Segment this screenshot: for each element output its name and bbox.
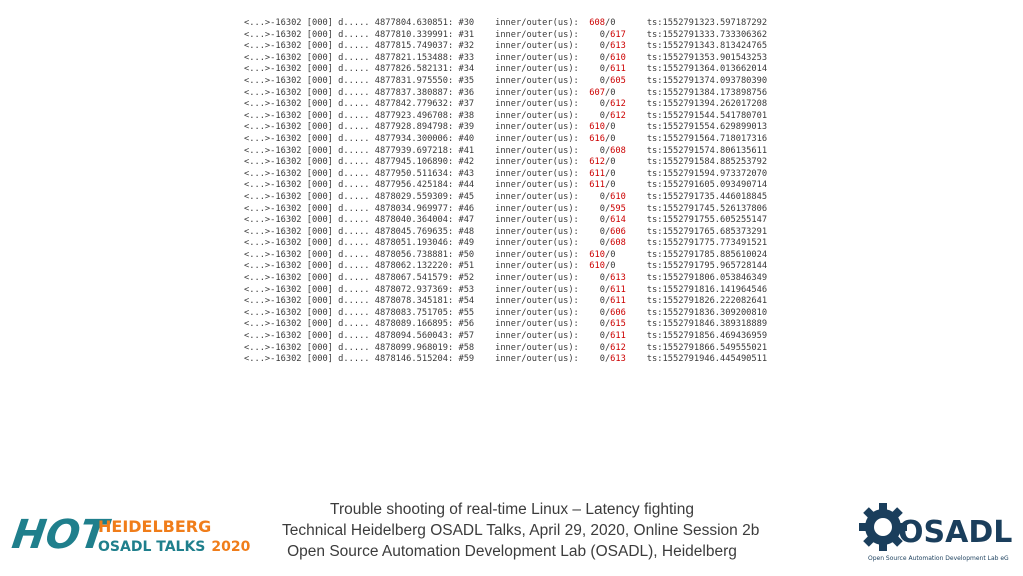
trace-number: #43 bbox=[458, 168, 475, 179]
trace-prefix: <...>-16302 [000] d..... bbox=[244, 99, 370, 110]
trace-outer: 0 bbox=[610, 133, 616, 144]
trace-ts: 1552791594.973372070 bbox=[662, 168, 768, 179]
trace-inner: 0 bbox=[599, 145, 605, 156]
trace-number: #38 bbox=[458, 110, 475, 121]
trace-line: <...>-16302 [000] d..... 4877815.749037: #32 inner/outer(us): 0/613 ts:1552791343.813424765 bbox=[244, 41, 768, 52]
trace-outer: 0 bbox=[610, 180, 616, 191]
trace-line: <...>-16302 [000] d..... 4877934.300006: #40 inner/outer(us): 616/0 ts:1552791564.718017316 bbox=[244, 133, 768, 144]
trace-line: <...>-16302 [000] d..... 4877928.894798: #39 inner/outer(us): 610/0 ts:1552791554.629899013 bbox=[244, 122, 768, 133]
trace-time: 4877831.975550 bbox=[374, 75, 448, 86]
trace-time: 4877945.106890 bbox=[374, 157, 448, 168]
trace-ts-prefix: ts: bbox=[646, 180, 663, 191]
trace-line: <...>-16302 [000] d..... 4877950.511634: #43 inner/outer(us): 611/0 ts:1552791594.973372070 bbox=[244, 168, 768, 179]
trace-prefix: <...>-16302 [000] d..... bbox=[244, 203, 370, 214]
trace-line: <...>-16302 [000] d..... 4877831.975550: #35 inner/outer(us): 0/605 ts:1552791374.093780390 bbox=[244, 75, 768, 86]
trace-outer: 614 bbox=[610, 215, 626, 226]
trace-inner: 0 bbox=[599, 226, 605, 237]
trace-number: #59 bbox=[458, 354, 475, 365]
trace-label: inner/outer(us): bbox=[495, 64, 579, 75]
trace-inner: 0 bbox=[599, 319, 605, 330]
trace-line: <...>-16302 [000] d..... 4878045.769635: #48 inner/outer(us): 0/606 ts:1552791765.685373291 bbox=[244, 226, 768, 237]
osadl-logo-tagline: Open Source Automation Development Lab eG bbox=[868, 555, 1009, 562]
trace-inner: 0 bbox=[599, 354, 605, 365]
trace-inner: 611 bbox=[589, 168, 605, 179]
trace-time: 4878094.560043 bbox=[374, 331, 448, 342]
trace-label: inner/outer(us): bbox=[495, 249, 579, 260]
trace-ts-prefix: ts: bbox=[646, 122, 663, 133]
trace-ts-prefix: ts: bbox=[646, 18, 663, 28]
trace-time: 4877810.339991 bbox=[374, 29, 448, 40]
trace-inner: 0 bbox=[599, 64, 605, 75]
trace-ts: 1552791323.597187292 bbox=[662, 18, 768, 28]
trace-prefix: <...>-16302 [000] d..... bbox=[244, 180, 370, 191]
trace-outer: 0 bbox=[610, 18, 616, 28]
trace-label: inner/outer(us): bbox=[495, 168, 579, 179]
trace-outer: 595 bbox=[610, 203, 626, 214]
trace-outer: 0 bbox=[610, 157, 616, 168]
trace-inner: 0 bbox=[599, 284, 605, 295]
trace-number: #57 bbox=[458, 331, 475, 342]
trace-number: #56 bbox=[458, 319, 475, 330]
trace-time: 4877815.749037 bbox=[374, 41, 448, 52]
trace-time: 4878099.968019 bbox=[374, 342, 448, 353]
trace-time: 4877821.153488 bbox=[374, 52, 448, 63]
trace-ts-prefix: ts: bbox=[646, 133, 663, 144]
trace-inner: 0 bbox=[599, 273, 605, 284]
trace-inner: 0 bbox=[599, 215, 605, 226]
trace-number: #46 bbox=[458, 203, 475, 214]
trace-prefix: <...>-16302 [000] d..... bbox=[244, 157, 370, 168]
trace-ts-prefix: ts: bbox=[646, 145, 663, 156]
trace-number: #45 bbox=[458, 191, 475, 202]
trace-line: <...>-16302 [000] d..... 4877945.106890: #42 inner/outer(us): 612/0 ts:1552791584.885253792 bbox=[244, 157, 768, 168]
trace-outer: 0 bbox=[610, 122, 616, 133]
trace-label: inner/outer(us): bbox=[495, 342, 579, 353]
trace-ts-prefix: ts: bbox=[646, 342, 663, 353]
trace-number: #41 bbox=[458, 145, 475, 156]
trace-label: inner/outer(us): bbox=[495, 99, 579, 110]
trace-line: <...>-16302 [000] d..... 4878072.937369: #53 inner/outer(us): 0/611 ts:1552791816.141964546 bbox=[244, 284, 768, 295]
trace-prefix: <...>-16302 [000] d..... bbox=[244, 319, 370, 330]
trace-number: #31 bbox=[458, 29, 475, 40]
trace-inner: 0 bbox=[599, 99, 605, 110]
trace-ts-prefix: ts: bbox=[646, 168, 663, 179]
trace-inner: 610 bbox=[589, 261, 605, 272]
trace-log bbox=[244, 18, 767, 366]
trace-time: 4878034.969977 bbox=[374, 203, 448, 214]
trace-ts-prefix: ts: bbox=[646, 354, 663, 365]
trace-label: inner/outer(us): bbox=[495, 157, 579, 168]
trace-ts: 1552791946.445490511 bbox=[662, 354, 768, 365]
trace-outer: 612 bbox=[610, 110, 626, 121]
trace-line: <...>-16302 [000] d..... 4877810.339991: #31 inner/outer(us): 0/617 ts:1552791333.733306362 bbox=[244, 29, 768, 40]
trace-prefix: <...>-16302 [000] d..... bbox=[244, 64, 370, 75]
trace-ts: 1552791374.093780390 bbox=[662, 75, 768, 86]
trace-ts: 1552791574.806135611 bbox=[662, 145, 768, 156]
trace-outer: 612 bbox=[610, 342, 626, 353]
hot-logo-osadl-talks: OSADL TALKS bbox=[98, 539, 206, 555]
trace-prefix: <...>-16302 [000] d..... bbox=[244, 110, 370, 121]
trace-label: inner/outer(us): bbox=[495, 238, 579, 249]
trace-label: inner/outer(us): bbox=[495, 145, 579, 156]
trace-prefix: <...>-16302 [000] d..... bbox=[244, 145, 370, 156]
trace-label: inner/outer(us): bbox=[495, 18, 579, 28]
trace-inner: 0 bbox=[599, 110, 605, 121]
hot-heidelberg-logo bbox=[9, 510, 251, 558]
trace-inner: 0 bbox=[599, 307, 605, 318]
trace-number: #47 bbox=[458, 215, 475, 226]
trace-ts: 1552791745.526137806 bbox=[662, 203, 768, 214]
trace-time: 4878089.166895 bbox=[374, 319, 448, 330]
trace-outer: 615 bbox=[610, 319, 626, 330]
trace-prefix: <...>-16302 [000] d..... bbox=[244, 41, 370, 52]
trace-line: <...>-16302 [000] d..... 4878029.559309: #45 inner/outer(us): 0/610 ts:1552791735.446018845 bbox=[244, 191, 768, 202]
trace-inner: 616 bbox=[589, 133, 605, 144]
trace-ts: 1552791836.309200810 bbox=[662, 307, 768, 318]
osadl-logo bbox=[862, 496, 1012, 564]
trace-ts: 1552791364.013662014 bbox=[662, 64, 768, 75]
trace-ts-prefix: ts: bbox=[646, 191, 663, 202]
trace-inner: 0 bbox=[599, 52, 605, 63]
hot-logo-talks bbox=[98, 539, 251, 555]
trace-ts-prefix: ts: bbox=[646, 215, 663, 226]
trace-prefix: <...>-16302 [000] d..... bbox=[244, 249, 370, 260]
trace-outer: 606 bbox=[610, 307, 626, 318]
trace-ts-prefix: ts: bbox=[646, 99, 663, 110]
trace-time: 4877837.380887 bbox=[374, 87, 448, 98]
trace-prefix: <...>-16302 [000] d..... bbox=[244, 133, 370, 144]
trace-label: inner/outer(us): bbox=[495, 319, 579, 330]
trace-ts-prefix: ts: bbox=[646, 41, 663, 52]
trace-prefix: <...>-16302 [000] d..... bbox=[244, 75, 370, 86]
trace-ts: 1552791846.389318889 bbox=[662, 319, 768, 330]
trace-label: inner/outer(us): bbox=[495, 110, 579, 121]
trace-line: <...>-16302 [000] d..... 4878040.364004: #47 inner/outer(us): 0/614 ts:1552791755.605255147 bbox=[244, 215, 768, 226]
trace-label: inner/outer(us): bbox=[495, 203, 579, 214]
trace-number: #39 bbox=[458, 122, 475, 133]
trace-prefix: <...>-16302 [000] d..... bbox=[244, 354, 370, 365]
trace-outer: 0 bbox=[610, 87, 616, 98]
trace-inner: 0 bbox=[599, 238, 605, 249]
trace-ts: 1552791856.469436959 bbox=[662, 331, 768, 342]
hot-logo-mark: HOT bbox=[9, 512, 111, 558]
trace-ts-prefix: ts: bbox=[646, 157, 663, 168]
trace-number: #51 bbox=[458, 261, 475, 272]
trace-prefix: <...>-16302 [000] d..... bbox=[244, 122, 370, 133]
trace-prefix: <...>-16302 [000] d..... bbox=[244, 168, 370, 179]
trace-line: <...>-16302 [000] d..... 4878056.738881: #50 inner/outer(us): 610/0 ts:1552791785.885610024 bbox=[244, 249, 768, 260]
trace-ts-prefix: ts: bbox=[646, 226, 663, 237]
trace-ts-prefix: ts: bbox=[646, 52, 663, 63]
trace-time: 4878146.515204 bbox=[374, 354, 448, 365]
trace-line: <...>-16302 [000] d..... 4877939.697218: #41 inner/outer(us): 0/608 ts:1552791574.806135611 bbox=[244, 145, 768, 156]
trace-ts: 1552791826.222082641 bbox=[662, 296, 768, 307]
trace-ts: 1552791544.541780701 bbox=[662, 110, 768, 121]
trace-line: <...>-16302 [000] d..... 4877804.630851: #30 inner/outer(us): 608/0 ts:1552791323.597187292 bbox=[244, 18, 768, 28]
trace-number: #54 bbox=[458, 296, 475, 307]
trace-ts-prefix: ts: bbox=[646, 29, 663, 40]
trace-label: inner/outer(us): bbox=[495, 354, 579, 365]
trace-inner: 612 bbox=[589, 157, 605, 168]
trace-ts-prefix: ts: bbox=[646, 261, 663, 272]
trace-ts: 1552791785.885610024 bbox=[662, 249, 768, 260]
trace-ts: 1552791735.446018845 bbox=[662, 191, 768, 202]
trace-ts-prefix: ts: bbox=[646, 203, 663, 214]
trace-ts-prefix: ts: bbox=[646, 75, 663, 86]
footer-line-title: Trouble shooting of real-time Linux – Latency fighting bbox=[330, 501, 694, 518]
trace-prefix: <...>-16302 [000] d..... bbox=[244, 226, 370, 237]
trace-time: 4878062.132220 bbox=[374, 261, 448, 272]
trace-line: <...>-16302 [000] d..... 4877956.425184: #44 inner/outer(us): 611/0 ts:1552791605.093490714 bbox=[244, 180, 768, 191]
osadl-logo-name: OSADL bbox=[898, 515, 1013, 550]
trace-outer: 611 bbox=[610, 64, 626, 75]
trace-number: #40 bbox=[458, 133, 475, 144]
trace-line: <...>-16302 [000] d..... 4877923.496708: #38 inner/outer(us): 0/612 ts:1552791544.541780701 bbox=[244, 110, 768, 121]
trace-inner: 0 bbox=[599, 203, 605, 214]
trace-label: inner/outer(us): bbox=[495, 226, 579, 237]
trace-outer: 613 bbox=[610, 354, 626, 365]
trace-time: 4878056.738881 bbox=[374, 249, 448, 260]
trace-outer: 611 bbox=[610, 284, 626, 295]
trace-time: 4878083.751705 bbox=[374, 307, 448, 318]
trace-label: inner/outer(us): bbox=[495, 296, 579, 307]
trace-inner: 610 bbox=[589, 249, 605, 260]
trace-line: <...>-16302 [000] d..... 4878078.345181: #54 inner/outer(us): 0/611 ts:1552791826.222082641 bbox=[244, 296, 768, 307]
trace-number: #30 bbox=[458, 18, 475, 28]
trace-prefix: <...>-16302 [000] d..... bbox=[244, 342, 370, 353]
trace-time: 4877923.496708 bbox=[374, 110, 448, 121]
trace-number: #36 bbox=[458, 87, 475, 98]
trace-ts-prefix: ts: bbox=[646, 87, 663, 98]
trace-inner: 611 bbox=[589, 180, 605, 191]
trace-number: #42 bbox=[458, 157, 475, 168]
trace-ts: 1552791584.885253792 bbox=[662, 157, 768, 168]
trace-inner: 0 bbox=[599, 342, 605, 353]
trace-prefix: <...>-16302 [000] d..... bbox=[244, 52, 370, 63]
trace-ts-prefix: ts: bbox=[646, 273, 663, 284]
trace-label: inner/outer(us): bbox=[495, 215, 579, 226]
trace-label: inner/outer(us): bbox=[495, 41, 579, 52]
trace-ts: 1552791353.901543253 bbox=[662, 52, 768, 63]
trace-prefix: <...>-16302 [000] d..... bbox=[244, 307, 370, 318]
trace-ts-prefix: ts: bbox=[646, 238, 663, 249]
trace-time: 4877842.779632 bbox=[374, 99, 448, 110]
trace-outer: 610 bbox=[610, 52, 626, 63]
trace-label: inner/outer(us): bbox=[495, 52, 579, 63]
trace-ts-prefix: ts: bbox=[646, 307, 663, 318]
trace-line: <...>-16302 [000] d..... 4878089.166895: #56 inner/outer(us): 0/615 ts:1552791846.389318889 bbox=[244, 319, 768, 330]
trace-ts-prefix: ts: bbox=[646, 284, 663, 295]
trace-outer: 606 bbox=[610, 226, 626, 237]
trace-ts: 1552791806.053846349 bbox=[662, 273, 768, 284]
trace-outer: 0 bbox=[610, 168, 616, 179]
trace-line: <...>-16302 [000] d..... 4878094.560043: #57 inner/outer(us): 0/611 ts:1552791856.469436959 bbox=[244, 331, 768, 342]
trace-outer: 617 bbox=[610, 29, 626, 40]
trace-time: 4878067.541579 bbox=[374, 273, 448, 284]
trace-label: inner/outer(us): bbox=[495, 87, 579, 98]
trace-line: <...>-16302 [000] d..... 4878146.515204: #59 inner/outer(us): 0/613 ts:1552791946.445490511 bbox=[244, 354, 768, 365]
trace-number: #35 bbox=[458, 75, 475, 86]
trace-number: #49 bbox=[458, 238, 475, 249]
trace-prefix: <...>-16302 [000] d..... bbox=[244, 238, 370, 249]
trace-inner: 0 bbox=[599, 75, 605, 86]
trace-label: inner/outer(us): bbox=[495, 261, 579, 272]
trace-line: <...>-16302 [000] d..... 4877837.380887: #36 inner/outer(us): 607/0 ts:1552791384.173898756 bbox=[244, 87, 768, 98]
trace-number: #53 bbox=[458, 284, 475, 295]
trace-ts-prefix: ts: bbox=[646, 331, 663, 342]
trace-number: #48 bbox=[458, 226, 475, 237]
trace-number: #32 bbox=[458, 41, 475, 52]
trace-line: <...>-16302 [000] d..... 4878067.541579: #52 inner/outer(us): 0/613 ts:1552791806.053846349 bbox=[244, 273, 768, 284]
trace-outer: 613 bbox=[610, 273, 626, 284]
hot-logo-heidelberg: HEIDELBERG bbox=[98, 517, 212, 536]
trace-line: <...>-16302 [000] d..... 4878083.751705: #55 inner/outer(us): 0/606 ts:1552791836.309200810 bbox=[244, 307, 768, 318]
trace-label: inner/outer(us): bbox=[495, 273, 579, 284]
trace-prefix: <...>-16302 [000] d..... bbox=[244, 29, 370, 40]
trace-number: #34 bbox=[458, 64, 475, 75]
trace-time: 4877956.425184 bbox=[374, 180, 448, 191]
trace-outer: 0 bbox=[610, 249, 616, 260]
trace-outer: 608 bbox=[610, 238, 626, 249]
trace-outer: 608 bbox=[610, 145, 626, 156]
trace-label: inner/outer(us): bbox=[495, 75, 579, 86]
trace-inner: 610 bbox=[589, 122, 605, 133]
trace-outer: 610 bbox=[610, 191, 626, 202]
trace-inner: 0 bbox=[599, 29, 605, 40]
trace-inner: 0 bbox=[599, 191, 605, 202]
trace-ts-prefix: ts: bbox=[646, 319, 663, 330]
trace-number: #55 bbox=[458, 307, 475, 318]
trace-line: <...>-16302 [000] d..... 4878051.193046: #49 inner/outer(us): 0/608 ts:1552791775.773491521 bbox=[244, 238, 768, 249]
footer-line-org: Open Source Automation Development Lab (OSADL), Heidelberg bbox=[287, 543, 737, 560]
trace-line: <...>-16302 [000] d..... 4878099.968019: #58 inner/outer(us): 0/612 ts:1552791866.549555021 bbox=[244, 342, 768, 353]
footer-caption bbox=[282, 499, 760, 562]
trace-outer: 0 bbox=[610, 261, 616, 272]
trace-ts: 1552791795.965728144 bbox=[662, 261, 768, 272]
trace-prefix: <...>-16302 [000] d..... bbox=[244, 284, 370, 295]
trace-ts: 1552791554.629899013 bbox=[662, 122, 768, 133]
trace-time: 4877826.582131 bbox=[374, 64, 448, 75]
trace-time: 4878029.559309 bbox=[374, 191, 448, 202]
trace-time: 4877950.511634 bbox=[374, 168, 448, 179]
trace-line: <...>-16302 [000] d..... 4877826.582131: #34 inner/outer(us): 0/611 ts:1552791364.013662014 bbox=[244, 64, 768, 75]
trace-label: inner/outer(us): bbox=[495, 122, 579, 133]
trace-number: #37 bbox=[458, 99, 475, 110]
trace-outer: 612 bbox=[610, 99, 626, 110]
trace-time: 4877804.630851 bbox=[374, 18, 448, 28]
trace-line: <...>-16302 [000] d..... 4877821.153488: #33 inner/outer(us): 0/610 ts:1552791353.901543253 bbox=[244, 52, 768, 63]
trace-label: inner/outer(us): bbox=[495, 133, 579, 144]
trace-ts: 1552791866.549555021 bbox=[662, 342, 768, 353]
footer-line-event: Technical Heidelberg OSADL Talks, April 29, 2020, Online Session 2b bbox=[282, 522, 760, 539]
trace-line: <...>-16302 [000] d..... 4878062.132220: #51 inner/outer(us): 610/0 ts:1552791795.965728144 bbox=[244, 261, 768, 272]
hot-logo-year: 2020 bbox=[211, 539, 251, 555]
trace-prefix: <...>-16302 [000] d..... bbox=[244, 215, 370, 226]
trace-ts: 1552791605.093490714 bbox=[662, 180, 768, 191]
trace-prefix: <...>-16302 [000] d..... bbox=[244, 261, 370, 272]
trace-outer: 605 bbox=[610, 75, 626, 86]
trace-time: 4878045.769635 bbox=[374, 226, 448, 237]
trace-inner: 607 bbox=[589, 87, 605, 98]
trace-label: inner/outer(us): bbox=[495, 331, 579, 342]
trace-inner: 0 bbox=[599, 331, 605, 342]
trace-prefix: <...>-16302 [000] d..... bbox=[244, 87, 370, 98]
trace-ts: 1552791755.605255147 bbox=[662, 215, 768, 226]
trace-label: inner/outer(us): bbox=[495, 29, 579, 40]
trace-number: #52 bbox=[458, 273, 475, 284]
trace-ts: 1552791333.733306362 bbox=[662, 29, 768, 40]
trace-number: #58 bbox=[458, 342, 475, 353]
trace-time: 4877934.300006 bbox=[374, 133, 448, 144]
trace-outer: 611 bbox=[610, 296, 626, 307]
trace-outer: 611 bbox=[610, 331, 626, 342]
trace-ts: 1552791343.813424765 bbox=[662, 41, 768, 52]
trace-number: #50 bbox=[458, 249, 475, 260]
trace-ts: 1552791564.718017316 bbox=[662, 133, 768, 144]
trace-ts-prefix: ts: bbox=[646, 64, 663, 75]
trace-label: inner/outer(us): bbox=[495, 191, 579, 202]
trace-ts: 1552791394.262017208 bbox=[662, 99, 768, 110]
trace-ts-prefix: ts: bbox=[646, 110, 663, 121]
trace-inner: 608 bbox=[589, 18, 605, 28]
trace-line: <...>-16302 [000] d..... 4878034.969977: #46 inner/outer(us): 0/595 ts:1552791745.526137806 bbox=[244, 203, 768, 214]
trace-ts-prefix: ts: bbox=[646, 296, 663, 307]
trace-time: 4877939.697218 bbox=[374, 145, 448, 156]
trace-inner: 0 bbox=[599, 41, 605, 52]
trace-prefix: <...>-16302 [000] d..... bbox=[244, 296, 370, 307]
trace-line: <...>-16302 [000] d..... 4877842.779632: #37 inner/outer(us): 0/612 ts:1552791394.262017208 bbox=[244, 99, 768, 110]
trace-time: 4878078.345181 bbox=[374, 296, 448, 307]
trace-time: 4877928.894798 bbox=[374, 122, 448, 133]
trace-label: inner/outer(us): bbox=[495, 307, 579, 318]
trace-label: inner/outer(us): bbox=[495, 180, 579, 191]
trace-prefix: <...>-16302 [000] d..... bbox=[244, 331, 370, 342]
trace-ts: 1552791816.141964546 bbox=[662, 284, 768, 295]
trace-number: #33 bbox=[458, 52, 475, 63]
trace-time: 4878051.193046 bbox=[374, 238, 448, 249]
trace-prefix: <...>-16302 [000] d..... bbox=[244, 273, 370, 284]
trace-ts: 1552791775.773491521 bbox=[662, 238, 768, 249]
trace-prefix: <...>-16302 [000] d..... bbox=[244, 18, 370, 28]
trace-inner: 0 bbox=[599, 296, 605, 307]
trace-time: 4878072.937369 bbox=[374, 284, 448, 295]
trace-number: #44 bbox=[458, 180, 475, 191]
trace-ts: 1552791384.173898756 bbox=[662, 87, 768, 98]
trace-ts-prefix: ts: bbox=[646, 249, 663, 260]
trace-outer: 613 bbox=[610, 41, 626, 52]
trace-time: 4878040.364004 bbox=[374, 215, 448, 226]
trace-ts: 1552791765.685373291 bbox=[662, 226, 768, 237]
trace-label: inner/outer(us): bbox=[495, 284, 579, 295]
trace-prefix: <...>-16302 [000] d..... bbox=[244, 191, 370, 202]
